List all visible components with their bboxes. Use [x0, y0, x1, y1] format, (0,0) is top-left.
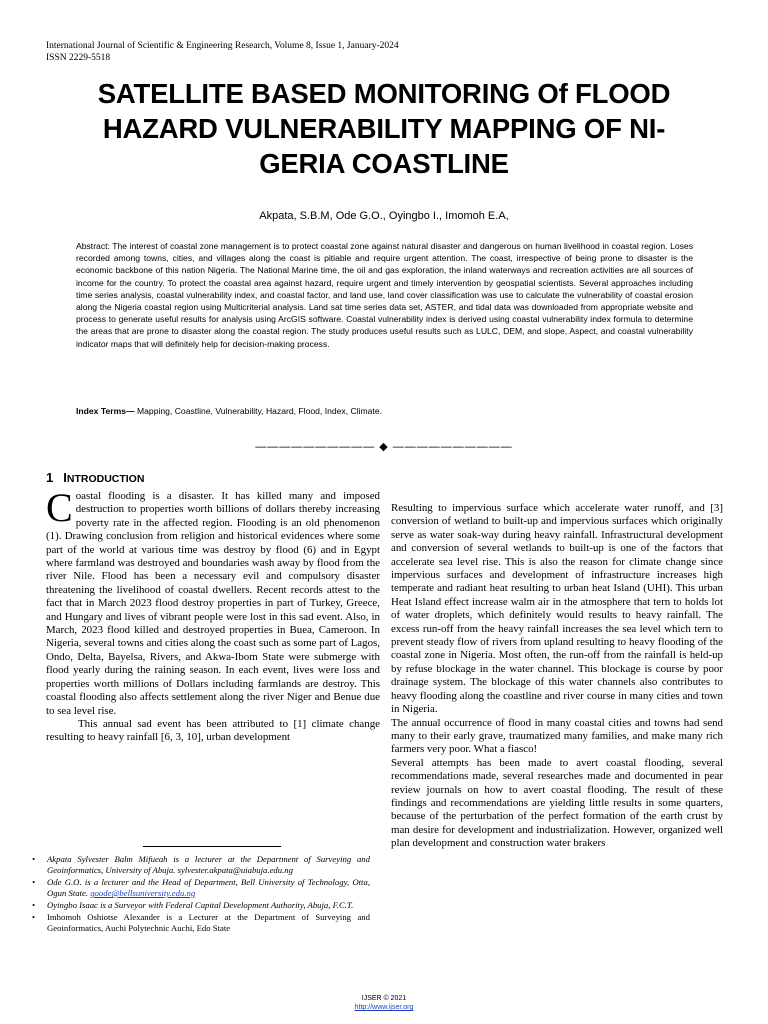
- page-footer: [0, 994, 768, 1012]
- footnote-text: Ode G.O. is a lecturer and the Head of Department, Bell University of Technology, Otta, Ogun State.: [47, 877, 370, 898]
- right-column: [391, 502, 723, 851]
- footnote-item: [30, 912, 370, 934]
- index-terms: [76, 406, 693, 416]
- authors: Akpata, S.B.M, Ode G.O., Oyingbo I., Imomoh E.A,: [259, 210, 509, 222]
- issn: ISSN 2229-5518: [46, 53, 111, 63]
- footnote-text: Oyingbo Isaac is a Surveyor with Federal Capital Development Authority, Abuja, F.C.T.: [47, 900, 354, 910]
- journal-citation: International Journal of Scientific & Engineering Research, Volume 8, Issue 1, January-2024: [46, 41, 399, 51]
- footnote-item: [30, 900, 370, 911]
- abstract: Abstract: The interest of coastal zone management is to protect coastal zone against natural disaster and dangerous on human livelihood in coastal region. Loses recorded among towns, cities, and villages along the coast is pitiable and require urgent attention. The coast, irrespective of being prone to disaster is the economic backbone of this nation Nigeria. The National Marine time, the oil and gas exploration, the inland waterways and recreation activities are all sources of income for the country. To protect the coastal area against hazard, require urgent and timely intervention by geospatial scientists. Several approaches including time series analysis, coastal vulnerability index, and coastal factor, and land use, land cover classification was use to calculate the vulnerability of coastal erosion along the Nigeria coastal region using Multicriterial analysis. Land sat time series data set, ASTER, and tidal data was downloaded from appropriate website and process to generate useful results for analysis using ArcGIS software. Coastal vulnerability index is derived using coastal vulnerability index formula to determine the areas that are prone to disaster along the coastal region. The study produces useful results such as LULC, DEM, and slope, Aspect, and coastal vulnerability indicator maps that will definitely help for decision-making process.: [76, 241, 693, 349]
- footnote-rule: [143, 846, 281, 847]
- title-line: GERIA COASTLINE: [259, 148, 509, 179]
- bullet-icon: •: [32, 877, 36, 887]
- drop-cap: C: [46, 485, 73, 530]
- paragraph: The annual occurrence of flood in many coastal cities and towns had send many to their early grave, traumatized many families, and make many rich farmers very poor. What a fiasco!: [391, 716, 723, 756]
- paragraph: [46, 485, 380, 718]
- index-terms-text: Mapping, Coastline, Vulnerability, Hazard, Flood, Index, Climate.: [134, 406, 383, 416]
- footnote-text: Akpata Sylvester Balm Mifueah is a lecturer at the Department of Surveying and Geoinformatics, University of Abuja. sylvester.akpata@uiabuja.edu.ng: [47, 854, 370, 875]
- index-terms-label: Index Terms—: [76, 406, 135, 416]
- bullet-icon: •: [32, 900, 36, 910]
- section-heading: [46, 470, 144, 485]
- journal-url-link[interactable]: http://www.ijser.org: [354, 1004, 414, 1011]
- title-line: SATELLITE BASED MONITORING Of FLOOD: [97, 78, 671, 109]
- footnotes: [30, 854, 370, 935]
- paragraph-text: oastal flooding is a disaster. It has killed many and imposed destruction to properties worth billions of dollars thereby increasing poverty rate in the affected region. Flooding is an old phenomenon (1). Drawing conclusion from religion and historical evidences where some part of the world at various time was destroy by flood (6) and in Egypt where farmland was destroyed and boundaries wash away by flood from the river Nile. Flood has been a necessary evil and compulsory disaster threatening the livelihood of coastal dwellers. Recent records attest to the fact that in March 2023 flood destroy properties in part of Turkey, Greece, and Hungary and lives of vibrant people were lost in this sad event. Also, in March, 2023 flood killed and destroyed properties in Buea, Cameroon. In Nigeria, several towns and cities along the coast such as some part of Lagos, Ondo, Delta, Bayelsa, Rivers, and Akwa-Ibom State were submerge with flood yearly during the raining season. In each event, lives were loss and properties worth millions of Dollars including farmlands are destroy. This coastal flooding also affects settlement along the river Niger and Benue due to sea level rise.: [46, 490, 380, 717]
- journal-header: [46, 40, 399, 64]
- section-number: 1: [46, 470, 54, 485]
- footnote-email-link[interactable]: goode@bellsuniversity.edu.ng: [90, 888, 196, 898]
- copyright: IJSER © 2021: [361, 995, 407, 1002]
- footnote-item: [30, 877, 370, 899]
- section-title-initial: I: [63, 470, 67, 485]
- paragraph: Resulting to impervious surface which accelerate water runoff, and [3] conversion of wetland to built-up and impervious surfaces which originally serve as water soak-way during heavy rainfall. Infrastructural development and conversion of several wetlands to built-up is one of the factors that accelerate sea level rise. This is also the reason for climate change since impervious surfaces and development of infrastructure increases high temperate and radiant heat resulting to urban heat Island (UHI). This urban Heat Island effect increase walm air in the atmosphere that tern to holds lot of water droplets, which definitely would results to heavy rainfall. The excess run-off from the heavy rainfall increases the sea level which tern to prevent steady flow of rivers from upland resulting to heavy flooding of the coastal zone in Nigeria. Most often, the run-off from the rainfall is held-up by refuse blockage in the water channel. This blockage is course by poor drainage system. The blockage of this water channels also contributes to heavy flooding along the coastline and river course in many cities and town in Nigeria.: [391, 502, 723, 716]
- footnote-text: Imhomoh Oshiotse Alexander is a Lecturer at the Department of Surveying and Geoinformatics, Auchi Polytechnic Auchi, Edo State: [47, 912, 370, 933]
- bullet-icon: •: [32, 912, 36, 922]
- paragraph: This annual sad event has been attributed to [1] climate change resulting to heavy rainfall [6, 3, 10], urban development: [46, 717, 380, 744]
- paper-title: [40, 76, 728, 181]
- title-line: HAZARD VULNERABILITY MAPPING OF NI-: [102, 113, 666, 144]
- paragraph: Several attempts has been made to avert coastal flooding, several recommendations made, several researches made and documented in pear review journals on how to avert coastal flooding. The result of these findings and recommendations are yielding little results in some quarters, because of the perturbation of the perfect formation of the earth crust by man desire for development and industrialization. However, organized well plan development and construction water brakers: [391, 756, 723, 850]
- bullet-icon: •: [32, 854, 36, 864]
- section-title-rest: NTRODUCTION: [66, 473, 145, 485]
- section-divider: —————————— ◆ ——————————: [255, 441, 513, 453]
- left-column: [46, 485, 380, 745]
- footnote-item: [30, 854, 370, 876]
